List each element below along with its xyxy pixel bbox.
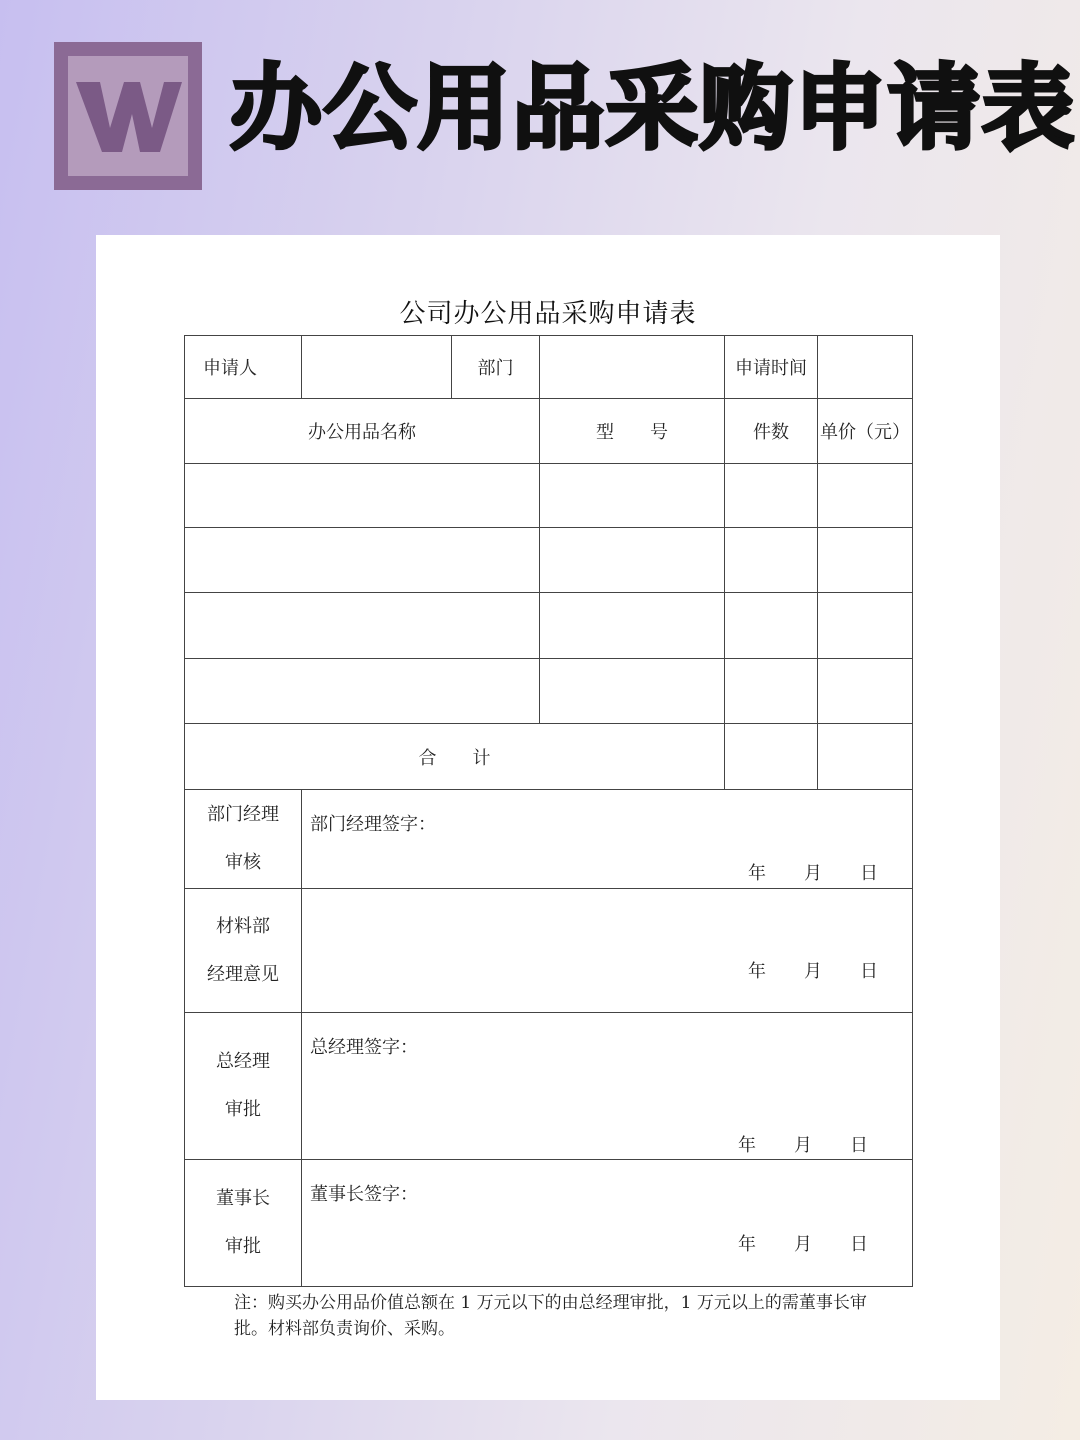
table-row xyxy=(185,464,913,528)
general-manager-label xyxy=(185,1013,302,1160)
dept-manager-label xyxy=(185,790,302,889)
date-line: 年 月 日 xyxy=(748,961,878,982)
banner-title: 办公用品采购申请表 xyxy=(230,55,1077,162)
date-line: 年 月 日 xyxy=(748,863,878,884)
total-quantity-cell[interactable] xyxy=(725,724,818,790)
form-paper xyxy=(96,235,1000,1400)
w-letter-icon xyxy=(72,76,184,156)
item-quantity-cell[interactable] xyxy=(725,659,818,724)
total-label: 合 计 xyxy=(185,724,725,790)
col-item-name: 办公用品名称 xyxy=(185,399,540,464)
apply-time-field[interactable] xyxy=(818,336,913,399)
label-line-2: 审核 xyxy=(225,852,261,873)
item-model-cell[interactable] xyxy=(540,593,725,659)
total-row xyxy=(185,724,913,790)
chairman-approval-row xyxy=(185,1160,913,1287)
table-row xyxy=(185,659,913,724)
item-model-cell[interactable] xyxy=(540,528,725,593)
item-price-cell[interactable] xyxy=(818,528,913,593)
purchase-form-table xyxy=(184,335,913,1287)
applicant-row xyxy=(185,336,913,399)
item-quantity-cell[interactable] xyxy=(725,593,818,659)
item-model-cell[interactable] xyxy=(540,464,725,528)
column-header-row xyxy=(185,399,913,464)
item-price-cell[interactable] xyxy=(818,659,913,724)
col-model: 型 号 xyxy=(540,399,725,464)
date-line: 年 月 日 xyxy=(738,1135,868,1156)
word-logo-icon xyxy=(54,42,202,190)
footnote: 注：购买办公用品价值总额在 1 万元以下的由总经理审批，1 万元以上的需董事长审批。材料部负责询价、采购。 xyxy=(234,1293,867,1339)
date-line: 年 月 日 xyxy=(738,1234,868,1255)
label-line-1: 董事长 xyxy=(216,1188,270,1209)
chairman-sign-area[interactable] xyxy=(302,1160,913,1287)
banner-header xyxy=(0,0,1080,220)
item-price-cell[interactable] xyxy=(818,464,913,528)
label-line-1: 部门经理 xyxy=(207,804,279,825)
col-quantity: 件数 xyxy=(725,399,818,464)
item-quantity-cell[interactable] xyxy=(725,528,818,593)
applicant-label: 申请人 xyxy=(185,336,302,399)
item-name-cell[interactable] xyxy=(185,464,540,528)
general-manager-approval-row xyxy=(185,1013,913,1160)
materials-dept-approval-row xyxy=(185,889,913,1013)
label-line-2: 审批 xyxy=(225,1236,261,1257)
dept-manager-approval-row xyxy=(185,790,913,889)
label-line-1: 总经理 xyxy=(216,1051,270,1072)
item-name-cell[interactable] xyxy=(185,659,540,724)
table-row xyxy=(185,528,913,593)
materials-dept-opinion-area[interactable] xyxy=(302,889,913,1013)
chairman-label xyxy=(185,1160,302,1287)
item-quantity-cell[interactable] xyxy=(725,464,818,528)
materials-dept-label xyxy=(185,889,302,1013)
item-price-cell[interactable] xyxy=(818,593,913,659)
applicant-field[interactable] xyxy=(302,336,452,399)
general-manager-sign-area[interactable] xyxy=(302,1013,913,1160)
item-name-cell[interactable] xyxy=(185,528,540,593)
department-label: 部门 xyxy=(452,336,540,399)
dept-manager-sign-area[interactable] xyxy=(302,790,913,889)
table-row xyxy=(185,593,913,659)
label-line-2: 审批 xyxy=(225,1099,261,1120)
item-name-cell[interactable] xyxy=(185,593,540,659)
total-price-cell[interactable] xyxy=(818,724,913,790)
item-model-cell[interactable] xyxy=(540,659,725,724)
col-unit-price: 单价（元） xyxy=(818,399,913,464)
label-line-2: 经理意见 xyxy=(207,963,279,985)
department-field[interactable] xyxy=(540,336,725,399)
dept-manager-sign-label: 部门经理签字： xyxy=(310,814,436,835)
label-line-1: 材料部 xyxy=(216,915,270,937)
general-manager-sign-label: 总经理签字： xyxy=(310,1037,418,1058)
apply-time-label: 申请时间 xyxy=(725,336,818,399)
chairman-sign-label: 董事长签字： xyxy=(310,1184,418,1205)
document-title: 公司办公用品采购申请表 xyxy=(399,299,697,329)
